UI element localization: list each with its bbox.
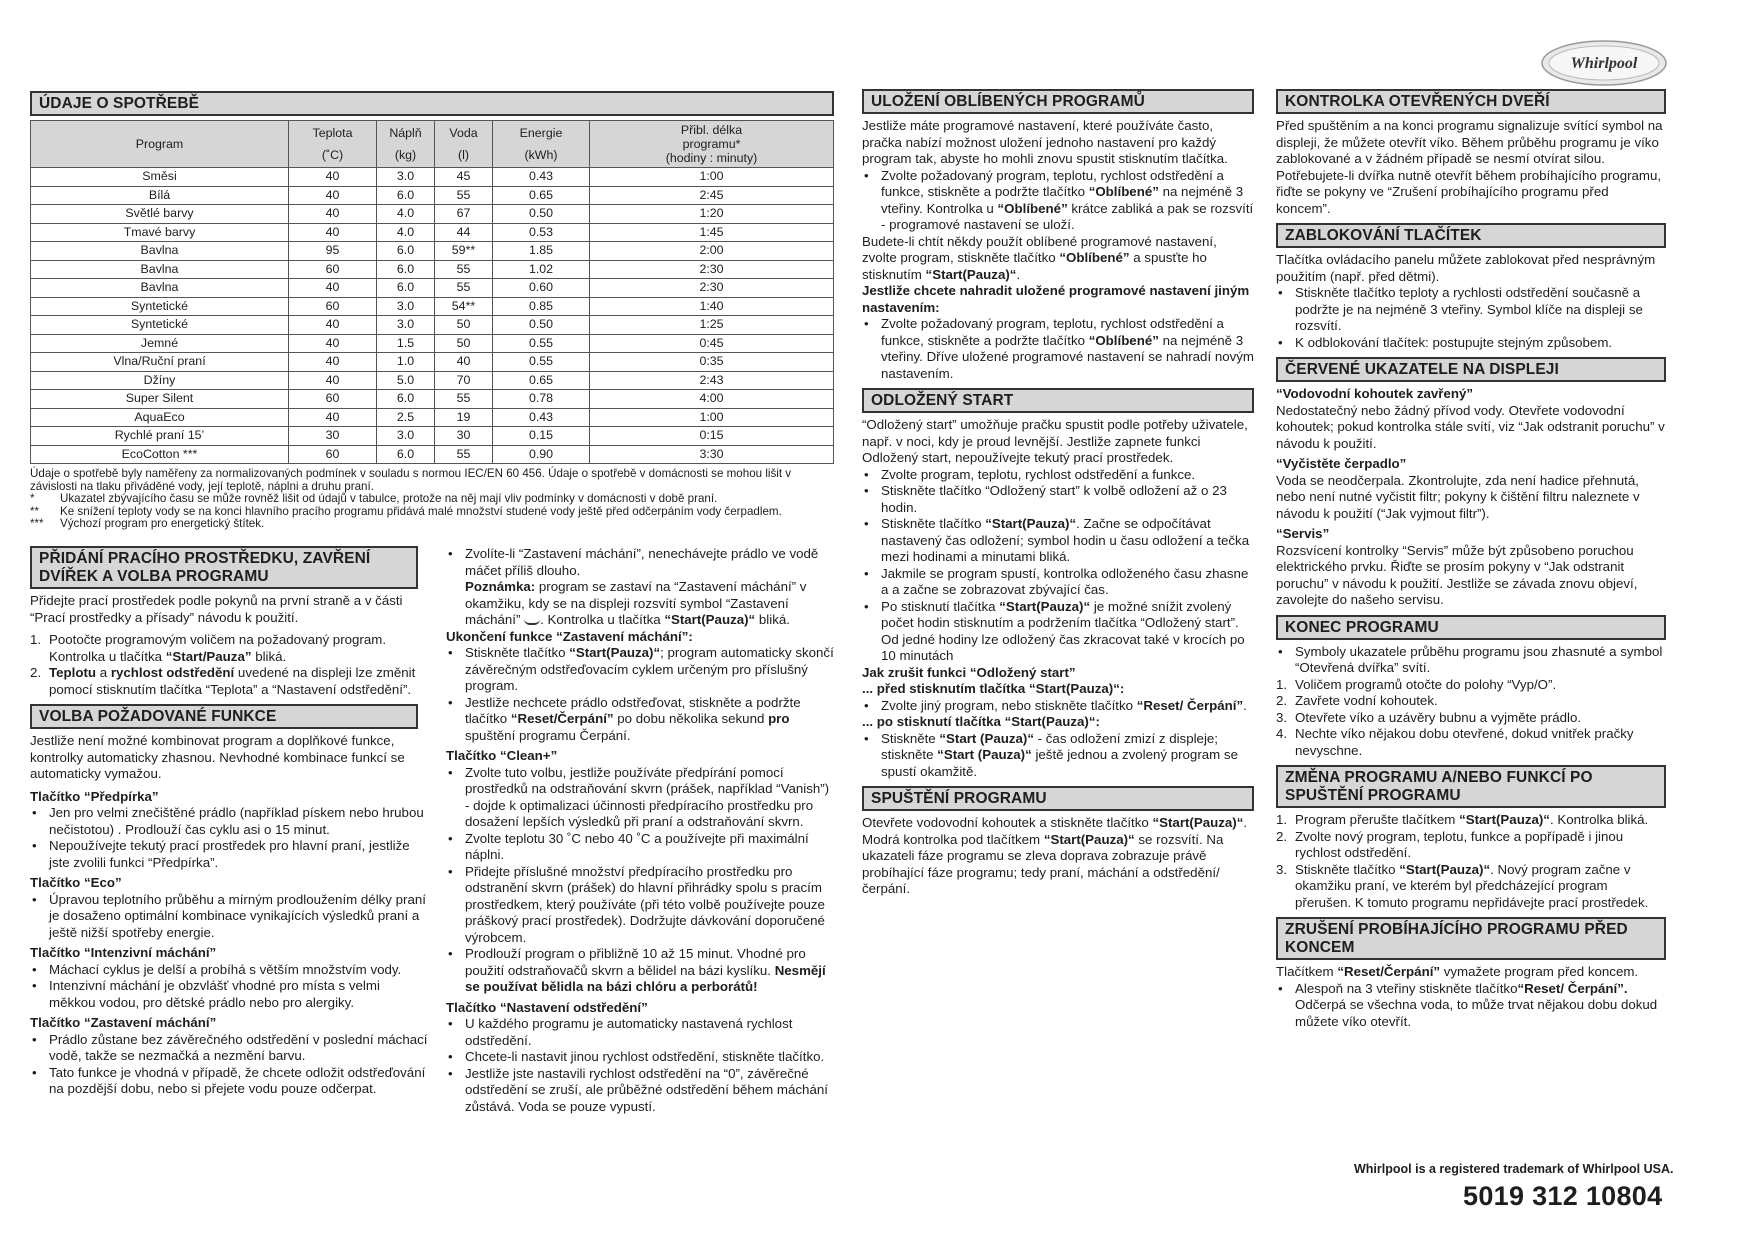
table-cell: Džíny (31, 371, 289, 390)
table-cell: 60 (289, 445, 377, 464)
rinsehold-title: Tlačítko “Zastavení máchání” (30, 1015, 217, 1030)
end-rinse-list (446, 645, 834, 744)
table-cell: Syntetické (31, 316, 289, 335)
list-item: 2. Zavřete vodní kohoutek. (1276, 693, 1438, 708)
table-cell: 40 (289, 353, 377, 372)
clean-title: Tlačítko “Clean+” (446, 748, 558, 763)
list-item: • Intenzivní máchání je obzvlášť vhodné pro místa s velmi měkkou vodou, pro dětské prádlo nebo pro alergiky. (30, 978, 428, 1011)
delay-heading: ODLOŽENÝ START (862, 388, 1254, 413)
favourites-mid: Budete-li chtít někdy použít oblíbené programové nastavení, zvolte program, stiskněte tlačítko “Oblíbené” a spusťte ho stisknutím “Start(Pauza)“. (862, 233, 1217, 282)
table-cell: 4:00 (590, 390, 834, 409)
favourites-replace-title: Jestliže chcete nahradit uložené programové nastavení jiným nastavením: (862, 283, 1250, 315)
table-cell: Tmavé barvy (31, 223, 289, 242)
table-cell: Vlna/Ruční praní (31, 353, 289, 372)
table-cell: 40 (289, 186, 377, 205)
spin-list (446, 1016, 834, 1115)
table-cell: 3:30 (590, 445, 834, 464)
third-column (862, 89, 1254, 898)
whirlpool-logo (1540, 38, 1668, 88)
table-cell: 0.85 (493, 297, 590, 316)
red-p1: Nedostatečný nebo žádný přívod vody. Otevřete vodovodní kohoutek; pokud kontrolka stále svítí, viz “Jak odstranit poruchu” v návodu k použití. (1276, 402, 1665, 451)
table-cell: Světlé barvy (31, 205, 289, 224)
list-item: 2. Teplotu a rychlost odstředění uvedené na displeji lze změnit pomocí stisknutím tlačítka “Teplota” a “Nastavení odstředění”. (30, 665, 416, 697)
table-cell: 1:20 (590, 205, 834, 224)
table-cell: 0.43 (493, 408, 590, 427)
left-bottom-column (30, 546, 428, 1098)
table-cell: 2:00 (590, 242, 834, 261)
table-cell: 40 (289, 408, 377, 427)
favourites-list1 (862, 168, 1254, 234)
list-item: • Zvolte jiný program, nebo stiskněte tlačítko “Reset/ Čerpání”. (862, 698, 1254, 715)
table-cell: 1:25 (590, 316, 834, 335)
end-bullet (1276, 644, 1666, 677)
list-item: • Chcete-li nastavit jinou rychlost odstředění, stiskněte tlačítko. (446, 1049, 834, 1066)
detergent-intro: Přidejte prací prostředek podle pokynů na první straně a v části “Prací prostředky a přísady” návodu k použití. (30, 593, 403, 625)
list-item: • Jen pro velmi znečištěné prádlo (například pískem nebo hrubou nečistotou) . Prodlouží čas cyklu asi o 15 minut. (30, 805, 428, 838)
table-cell: 4.0 (377, 205, 435, 224)
start-text: Otevřete vodovodní kohoutek a stiskněte tlačítko “Start(Pauza)“. Modrá kontrolka pod tlačítkem “Start(Pauza)“ se rozsvítí. Na ukazateli fáze programu se zleva doprava zobrazuje právě probíhající fáze programu; tedy praní, máchání a odstředění/čerpání. (862, 815, 1248, 896)
table-cell: 55 (435, 186, 493, 205)
middle-bottom-column (446, 546, 834, 1115)
table-cell: 6.0 (377, 390, 435, 409)
delay-after-title: ... po stisknutí tlačítka “Start(Pauza)“: (862, 714, 1100, 729)
list-item: 1. Program přerušte tlačítkem “Start(Pauza)“. Kontrolka bliká. (1276, 812, 1649, 827)
table-cell: 0.15 (493, 427, 590, 446)
table-row (31, 408, 834, 427)
list-item: • Prodlouží program o přibližně 10 až 15 minut. Vhodné pro použití odstraňovačů skvrn a bělidel na bázi kyslíku. Nesmějí se používat bělidla na bázi chlóru a perborátů! (446, 946, 834, 996)
table-cell: 40 (289, 316, 377, 335)
table-cell: 0.50 (493, 316, 590, 335)
table-cell: Rychlé praní 15’ (31, 427, 289, 446)
table-cell: 2:30 (590, 260, 834, 279)
col-header-water: Voda (l) (435, 121, 493, 168)
table-cell: 4.0 (377, 223, 435, 242)
table-cell: Super Silent (31, 390, 289, 409)
table-cell: 2:45 (590, 186, 834, 205)
list-item: • Zvolte tuto volbu, jestliže používáte předpírání pomocí prostředků na odstraňování skvrn (prášek, například “Vanish”) - dojde k optimalizaci účinnosti předpíracího prostředku pro dosažení lepších výsledků při praní a odstraňování skvrn. (446, 765, 834, 831)
table-row (31, 371, 834, 390)
intense-title: Tlačítko “Intenzivní máchání” (30, 945, 217, 960)
table-cell: 55 (435, 445, 493, 464)
table-cell: 55 (435, 260, 493, 279)
table-cell: 0.43 (493, 168, 590, 187)
red-p3: Rozsvícení kontrolky “Servis” může být způsobeno poruchou elektrického prvku. Řiďte se prosím pokyny v “Jak odstranit poruchu” v návodu k použití. Jestliže se závada znovu objeví, zavolejte do našeho servisu. (1276, 542, 1638, 607)
table-cell: 0.55 (493, 353, 590, 372)
list-item: • Přidejte příslušné množství předpíracího prostředku pro odstranění skvrn (prášek) do hlavní přihrádky spolu s pracím prostředkem, který používáte (při této volbě používejte pouze práškový prací prostředek). Dodržujte dávkování doporučené výrobcem. (446, 864, 834, 947)
consumption-section (30, 91, 834, 531)
detergent-steps (30, 632, 428, 698)
list-item: 1. Pootočte programovým voličem na požadovaný program. Kontrolka u tlačítka “Start/Pauza” bliká. (30, 632, 387, 664)
table-cell: 1.85 (493, 242, 590, 261)
col-header-temp: Teplota (˚C) (289, 121, 377, 168)
table-row (31, 260, 834, 279)
end-heading: KONEC PROGRAMU (1276, 615, 1666, 640)
table-cell: 6.0 (377, 186, 435, 205)
list-item: • Zvolte teplotu 30 ˚C nebo 40 ˚C a používejte při maximální náplni. (446, 831, 834, 864)
table-cell: 0.65 (493, 186, 590, 205)
list-item: 1. Voličem programů otočte do polohy “Vyp/O”. (1276, 676, 1557, 692)
table-cell: 40 (289, 223, 377, 242)
list-item: 3. Otevřete víko a uzávěry bubnu a vyjměte prádlo. (1276, 709, 1582, 725)
table-cell: 2:43 (590, 371, 834, 390)
cancel-list (1276, 981, 1666, 1031)
table-cell: 6.0 (377, 242, 435, 261)
table-cell: 1:00 (590, 168, 834, 187)
table-cell: 44 (435, 223, 493, 242)
table-header-row (31, 121, 834, 168)
list-item: • Zvolte program, teplotu, rychlost odstředění a funkce. (862, 467, 1254, 484)
end-steps (1276, 677, 1666, 760)
table-cell: 50 (435, 334, 493, 353)
logo-text: Whirlpool (1570, 55, 1638, 72)
clean-list (446, 765, 834, 996)
change-steps (1276, 812, 1666, 911)
table-row (31, 316, 834, 335)
prewash-list (30, 805, 428, 871)
lock-list (1276, 285, 1666, 351)
list-item: • Stiskněte tlačítko teploty a rychlosti odstředění současně a podržte je na nejméně 3 vteřiny. Symbol klíče na displeji se rozsvítí. (1276, 285, 1666, 335)
table-cell: EcoCotton *** (31, 445, 289, 464)
col-header-energy: Energie (kWh) (493, 121, 590, 168)
note-star2: ** Ke snížení teploty vody se na konci hlavního pracího programu přidává malé množství studené vody ještě před odčerpáním vody čerpadlem. (30, 504, 782, 518)
favourites-intro: Jestliže máte programové nastavení, které používáte často, pračka nabízí možnost uložení jednoho nastavení pro každý program tak, abyste ho mohli znovu spustit stisknutím tlačítka. (862, 118, 1228, 166)
delay-intro: “Odložený start” umožňuje pračku spustit podle potřeby uživatele, např. v noci, kdy je proud levnější. Jestliže zapnete funkci Odložený start, nepoužívejte tekutý prací prostředek. (862, 417, 1248, 465)
table-cell: 6.0 (377, 279, 435, 298)
table-cell: 1:40 (590, 297, 834, 316)
delay-before-list (862, 698, 1254, 715)
list-item: • Tato funkce je vhodná v případě, že chcete odložit odstřeďování na pozdější dobu, nebo si přejete vodu pouze odčerpat. (30, 1065, 428, 1098)
table-cell: 0.90 (493, 445, 590, 464)
eco-list (30, 892, 428, 942)
table-row (31, 205, 834, 224)
table-cell: 40 (289, 168, 377, 187)
table-cell: 0:45 (590, 334, 834, 353)
table-cell: 40 (435, 353, 493, 372)
table-cell: 2:30 (590, 279, 834, 298)
cancel-text: Tlačítkem “Reset/Čerpání” vymažete program před koncem. (1276, 964, 1639, 979)
table-cell: Bavlna (31, 260, 289, 279)
table-cell: 6.0 (377, 445, 435, 464)
table-cell: 0.50 (493, 205, 590, 224)
table-cell: 40 (289, 279, 377, 298)
table-cell: 0.65 (493, 371, 590, 390)
table-row (31, 353, 834, 372)
functions-intro: Jestliže není možné kombinovat program a doplňkové funkce, kontrolky automaticky zhasnou. Nevhodné kombinace funkcí se automaticky vymažou. (30, 733, 405, 781)
table-cell: 2.5 (377, 408, 435, 427)
favourites-heading: ULOŽENÍ OBLÍBENÝCH PROGRAMŮ (862, 89, 1254, 114)
note-main: Údaje o spotřebě byly naměřeny za normalizovaných podmínek v souladu s normou IEC/EN 60 456. Údaje o spotřebě v domácnosti se mohou lišit v závislosti na tlaku přiváděné vody, její teplotě, náplni a druhu praní. (30, 467, 792, 493)
red-t1: “Vodovodní kohoutek zavřený” (1276, 386, 1474, 401)
table-cell: 0.55 (493, 334, 590, 353)
table-row (31, 223, 834, 242)
red-p2: Voda se neodčerpala. Zkontrolujte, zda není hadice přehnutá, nebo není nutné vyčistit filtr; pokyny k čištění filtru naleznete v návodu k použití (“Jak vyjmout filtr”). (1276, 472, 1640, 521)
table-cell: 0:15 (590, 427, 834, 446)
table-cell: 40 (289, 371, 377, 390)
detergent-heading: PŘIDÁNÍ PRACÍHO PROSTŘEDKU, ZAVŘENÍ DVÍŘEK A VOLBA PROGRAMU (30, 546, 418, 589)
consumption-notes (30, 468, 834, 531)
table-cell: 60 (289, 260, 377, 279)
table-cell: 54** (435, 297, 493, 316)
table-row (31, 445, 834, 464)
table-cell: 1.0 (377, 353, 435, 372)
table-cell: 40 (289, 334, 377, 353)
delay-after-list (862, 731, 1254, 781)
list-item: • Jakmile se program spustí, kontrolka odloženého času zhasne a a začne se zobrazovat zbývající čas. (862, 566, 1254, 599)
table-cell: 0.60 (493, 279, 590, 298)
list-item: • Po stisknutí tlačítka “Start(Pauza)“ je možné snížit zvolený počet hodin stisknutím a podržením tlačítka “Odložený start”. Od jedné hodiny lze odložený čas zkracovat také v krocích po 10 minutách (862, 599, 1254, 665)
table-cell: 45 (435, 168, 493, 187)
delay-cancel-title: Jak zrušit funkci “Odložený start” (862, 664, 1076, 680)
table-cell: 3.0 (377, 316, 435, 335)
table-cell: 3.0 (377, 427, 435, 446)
rinse-hold-icon (524, 615, 540, 625)
table-row (31, 427, 834, 446)
note-star1: * Ukazatel zbývajícího času se může rovněž lišit od údajů v tabulce, protože na něj mají vliv podmínky v domácnosti v době praní. (30, 492, 718, 506)
table-cell: 30 (435, 427, 493, 446)
list-item: • Jestliže jste nastavili rychlost odstředění na “0”, závěrečné odstředění se zruší, ale průběžné odstředění během máchání zůstává. Voda se pouze vypustí. (446, 1066, 834, 1116)
table-cell: 3.0 (377, 168, 435, 187)
table-cell: 60 (289, 390, 377, 409)
fourth-column (1276, 89, 1666, 1030)
cancel-heading: ZRUŠENÍ PROBÍHAJÍCÍHO PROGRAMU PŘED KONCEM (1276, 917, 1666, 960)
table-cell: 3.0 (377, 297, 435, 316)
part-number: 5019 312 10804 (1463, 1181, 1663, 1211)
change-heading: ZMĚNA PROGRAMU A/NEBO FUNKCÍ PO SPUŠTĚNÍ PROGRAMU (1276, 765, 1666, 808)
table-cell: 6.0 (377, 260, 435, 279)
end-rinse-title: Ukončení funkce “Zastavení máchání”: (446, 628, 693, 644)
table-row (31, 279, 834, 298)
table-cell: 1.02 (493, 260, 590, 279)
table-cell: Bavlna (31, 242, 289, 261)
table-cell: Bavlna (31, 279, 289, 298)
trademark-note: Whirlpool is a registered trademark of Whirlpool USA. (1354, 1162, 1674, 1176)
list-item: • U každého programu je automaticky nastavená rychlost odstředění. (446, 1016, 834, 1049)
table-cell: Bílá (31, 186, 289, 205)
list-item: • Symboly ukazatele průběhu programu jsou zhasnuté a symbol “Otevřená dvířka” svítí. (1276, 644, 1666, 677)
list-item: • Stiskněte tlačítko “Start(Pauza)“. Začne se odpočítávat nastavený čas odložení; symbol hodin u času odložení a tečka mezi hodinami a minutami bliká. (862, 516, 1254, 566)
favourites-list2 (862, 316, 1254, 382)
table-cell: 55 (435, 279, 493, 298)
list-item: • Prádlo zůstane bez závěrečného odstředění v poslední máchací vodě, takže se nezmačká a nezmění barvu. (30, 1032, 428, 1065)
table-cell: 55 (435, 390, 493, 409)
table-cell: 0.78 (493, 390, 590, 409)
table-cell: Syntetické (31, 297, 289, 316)
delay-before-title: ... před stisknutím tlačítka “Start(Pauza)“: (862, 681, 1125, 696)
spin-title: Tlačítko “Nastavení odstředění” (446, 999, 648, 1015)
list-item: • Jestliže nechcete prádlo odstřeďovat, stiskněte a podržte tlačítko “Reset/Čerpání” po dobu několika sekund pro spuštění programu Čerpání. (446, 695, 834, 745)
red-t3: “Servis” (1276, 526, 1330, 541)
rinsehold-more-list (446, 546, 834, 629)
table-cell: 0.53 (493, 223, 590, 242)
list-item: • Stiskněte “Start (Pauza)“ - čas odložení zmizí z displeje; stiskněte “Start (Pauza)“ ještě jednou a zvolený program se spustí okamžitě. (862, 731, 1254, 781)
list-item: • Stiskněte tlačítko “Start(Pauza)“; program automaticky skončí závěrečným odstřeďovacím cyklem určeným pro příslušný program. (446, 645, 834, 695)
table-row (31, 297, 834, 316)
list-item: • Zvolte požadovaný program, teplotu, rychlost odstředění a funkce, stiskněte a podržte tlačítko “Oblíbené” na nejméně 3 vteřiny. Dříve uložené programové nastavení se nahradí novým nastavením. (862, 316, 1254, 382)
table-cell: 1:00 (590, 408, 834, 427)
table-cell: 30 (289, 427, 377, 446)
table-cell: 1.5 (377, 334, 435, 353)
table-cell: 1:45 (590, 223, 834, 242)
list-item: 2. Zvolte nový program, teplotu, funkce a popřípadě i jinou rychlost odstředění. (1276, 828, 1624, 860)
consumption-table (30, 120, 834, 464)
table-row (31, 168, 834, 187)
table-cell: AquaEco (31, 408, 289, 427)
table-cell: 5.0 (377, 371, 435, 390)
table-cell: Jemné (31, 334, 289, 353)
table-row (31, 334, 834, 353)
list-item: • Nepoužívejte tekutý prací prostředek pro hlavní praní, jestliže jste zvolili funkci “Předpírka”. (30, 838, 428, 871)
list-item: • Stiskněte tlačítko “Odložený start” k volbě odložení až o 23 hodin. (862, 483, 1254, 516)
red-t2: “Vyčistěte čerpadlo” (1276, 456, 1407, 471)
col-header-load: Náplň (kg) (377, 121, 435, 168)
consumption-heading: ÚDAJE O SPOTŘEBĚ (30, 91, 834, 116)
table-cell: Směsi (31, 168, 289, 187)
lock-text: Tlačítka ovládacího panelu můžete zablokovat před nesprávným použitím (např. před dětmi). (1276, 252, 1656, 284)
list-item: 4. Nechte víko nějakou dobu otevřené, dokud vnitřek pračky nevyschne. (1276, 726, 1634, 758)
table-row (31, 390, 834, 409)
col-header-program: Program (31, 121, 289, 168)
table-cell: 95 (289, 242, 377, 261)
table-cell: 0:35 (590, 353, 834, 372)
list-item: • K odblokování tlačítek: postupujte stejným způsobem. (1276, 335, 1666, 352)
list-item: 3. Stiskněte tlačítko “Start(Pauza)“. Nový program začne v okamžiku praní, ve kterém byl předcházející program přerušen. K tomuto programu nepřidávejte prací prostředek. (1276, 861, 1649, 910)
table-cell: 60 (289, 297, 377, 316)
delay-list (862, 467, 1254, 665)
eco-title: Tlačítko “Eco” (30, 875, 122, 890)
rinsehold-list (30, 1032, 428, 1098)
functions-heading: VOLBA POŽADOVANÉ FUNKCE (30, 704, 418, 729)
table-cell: 67 (435, 205, 493, 224)
table-cell: 50 (435, 316, 493, 335)
note-star3: *** Výchozí program pro energetický štítek. (30, 517, 265, 531)
table-cell: 40 (289, 205, 377, 224)
intense-list (30, 962, 428, 1012)
table-cell: 70 (435, 371, 493, 390)
list-item: • Zvolíte-li “Zastavení máchání”, nenechávejte prádlo ve vodě máčet příliš dlouho. Poznámka: program se zastaví na “Zastavení máchání” v okamžiku, kdy se na displeji rozsvítí symbol “Zastavení máchání” . Kontrolka u tlačítka “Start(Pauza)“ bliká. (446, 546, 834, 629)
door-heading: KONTROLKA OTEVŘENÝCH DVEŘÍ (1276, 89, 1666, 114)
door-text: Před spuštěním a na konci programu signalizuje svítící symbol na displeji, že můžete otevřít víko. Během průběhu programu je víko zablokované a v žádném případě se nesmí otvírat silou. Potřebujete-li dvířka nutně otevřít během probíhajícího programu, řiďte se pokyny ve “Zrušení probíhajícího programu před koncem”. (1276, 118, 1663, 216)
table-cell: 59** (435, 242, 493, 261)
table-row (31, 242, 834, 261)
prewash-title: Tlačítko “Předpírka” (30, 788, 159, 804)
start-heading: SPUŠTĚNÍ PROGRAMU (862, 786, 1254, 811)
table-row (31, 186, 834, 205)
list-item: • Máchací cyklus je delší a probíhá s větším množstvím vody. (30, 962, 428, 979)
table-cell: 19 (435, 408, 493, 427)
lock-heading: ZABLOKOVÁNÍ TLAČÍTEK (1276, 223, 1666, 248)
list-item: • Úpravou teplotního průběhu a mírným prodloužením délky praní je dosaženo optimální kombinace vynikajících výsledků praní a ještě nižší spotřeby energie. (30, 892, 428, 942)
red-heading: ČERVENÉ UKAZATELE NA DISPLEJI (1276, 357, 1666, 382)
list-item: • Zvolte požadovaný program, teplotu, rychlost odstředění a funkce, stiskněte a podržte tlačítko “Oblíbené” na nejméně 3 vteřiny. Kontrolka u “Oblíbené” krátce zabliká a pak se rozsvítí - programové nastavení se uloží. (862, 168, 1254, 234)
col-header-duration: Přibl. délka programu* (hodiny : minuty) (590, 121, 834, 168)
list-item: • Alespoň na 3 vteřiny stiskněte tlačítko“Reset/ Čerpání”. Odčerpá se všechna voda, to může trvat nějakou dobu dokud můžete víko otevřít. (1276, 981, 1666, 1031)
